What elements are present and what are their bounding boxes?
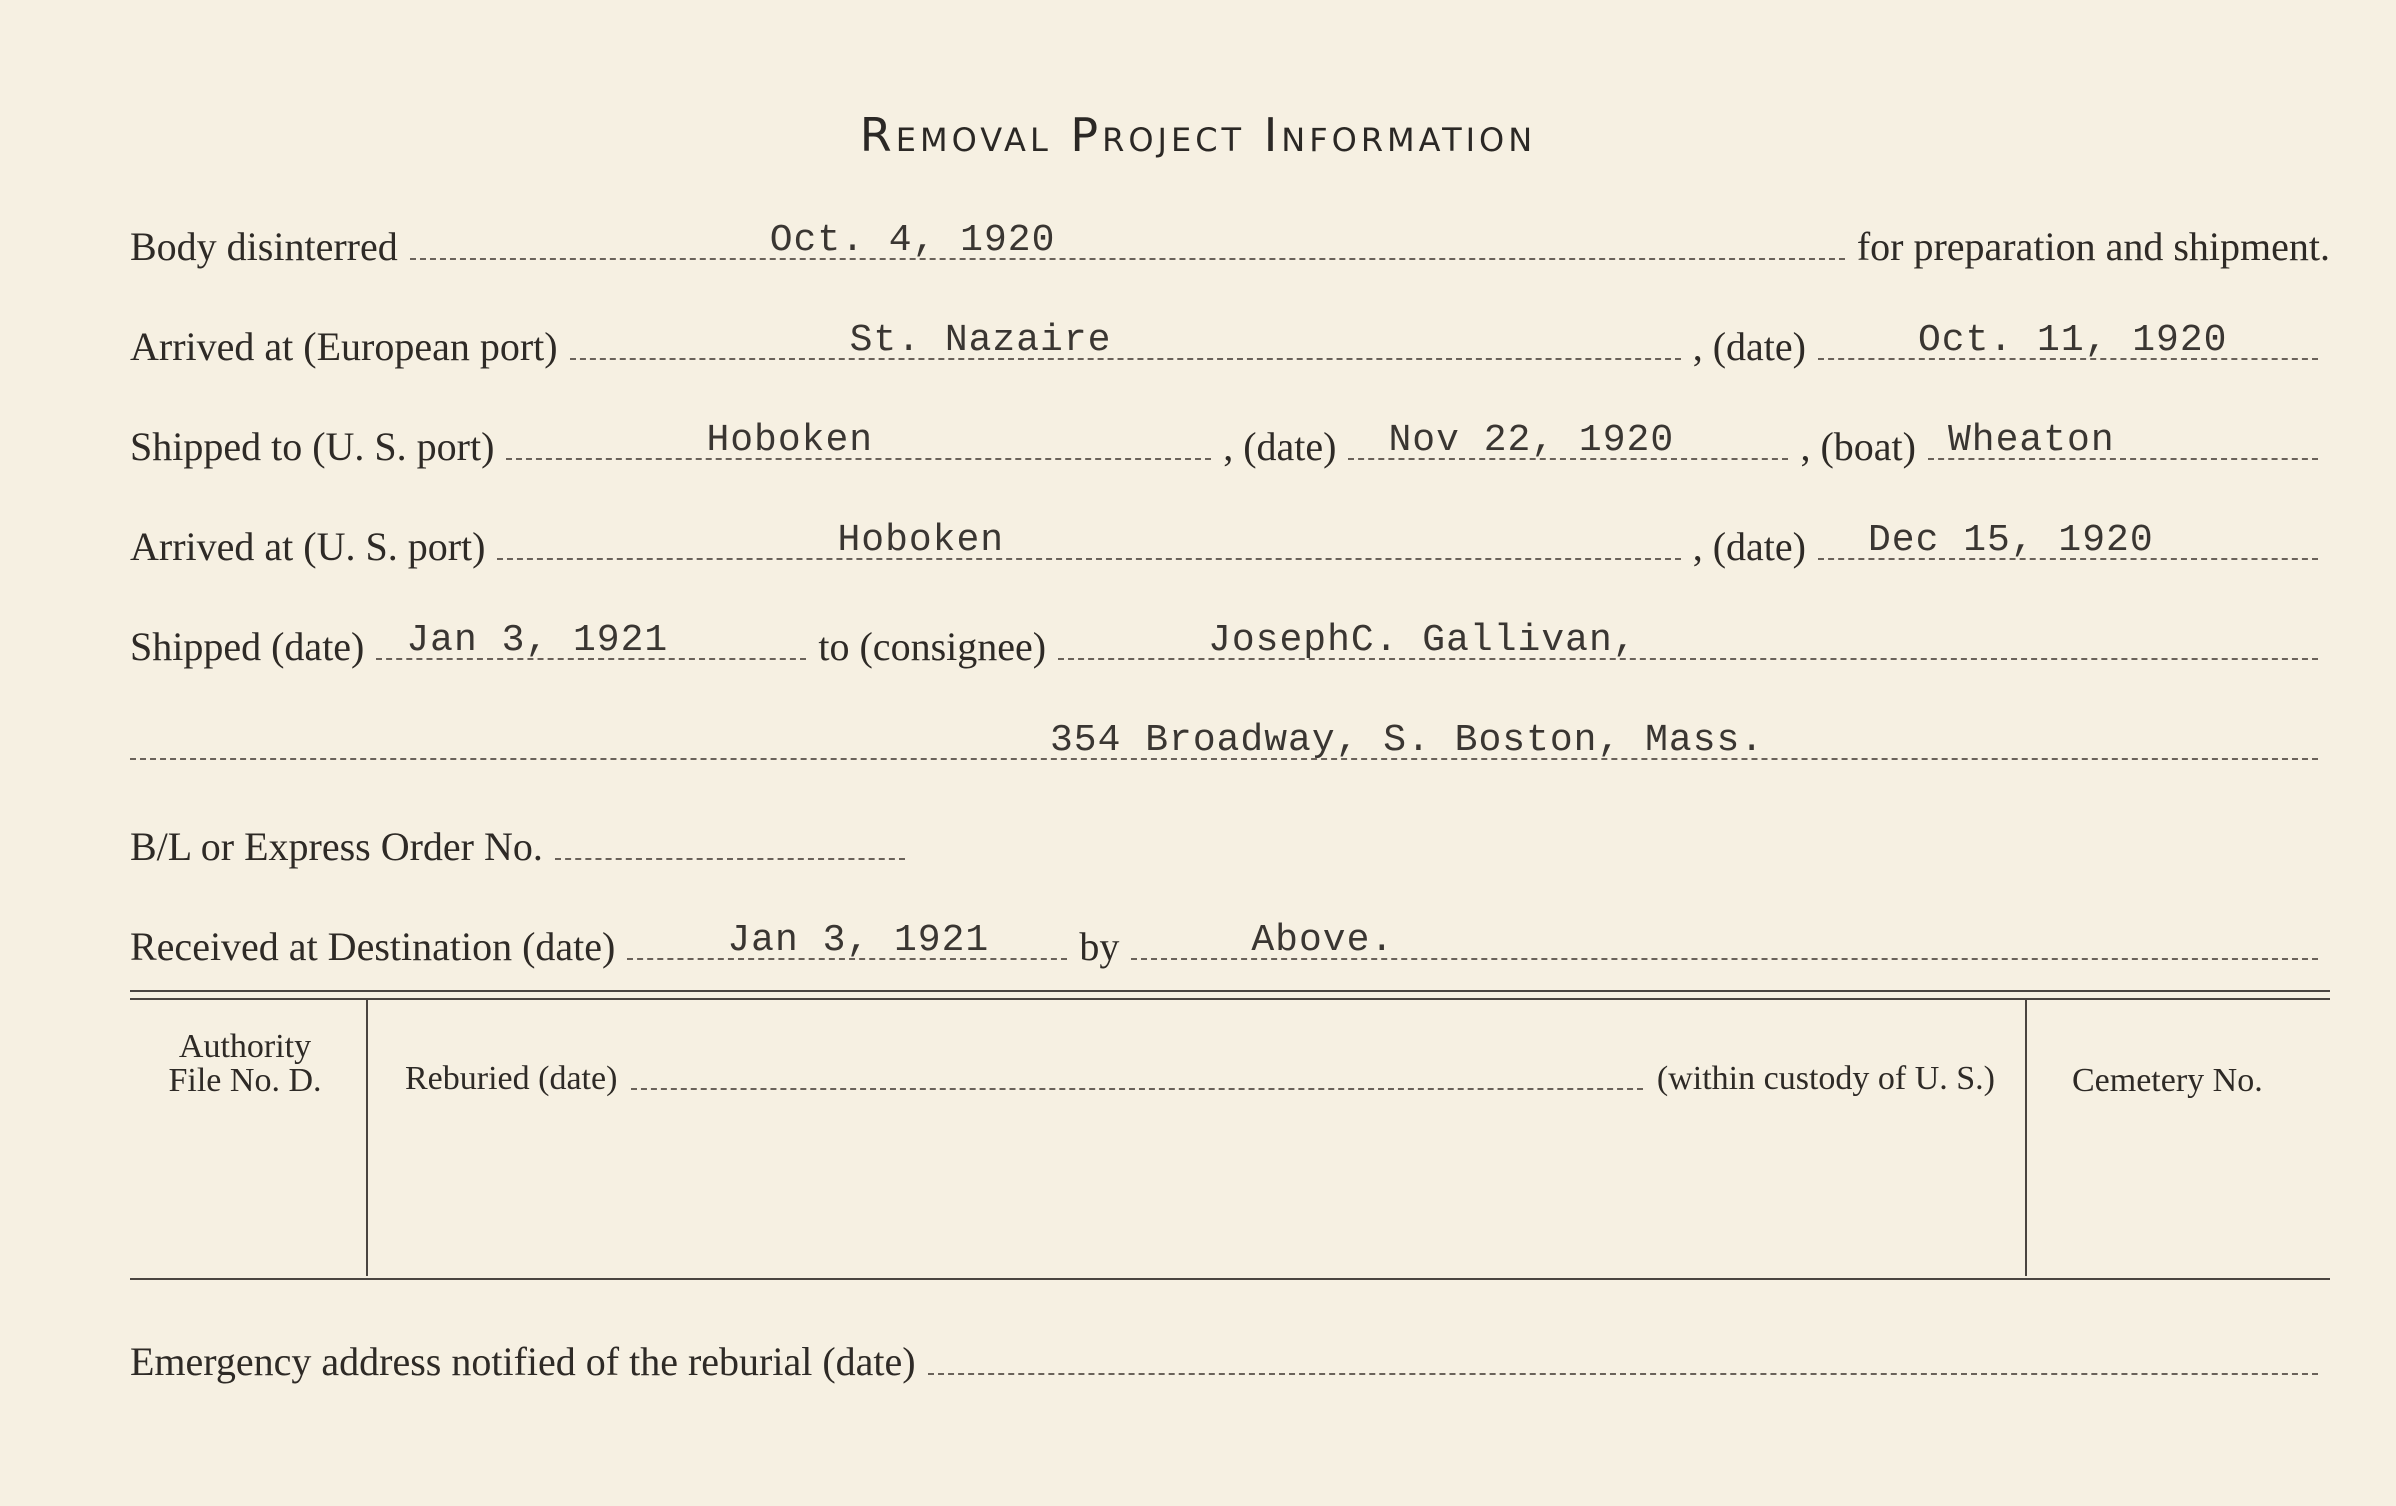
row-emergency — [130, 1325, 2330, 1385]
arrived-us-field — [497, 514, 1680, 560]
custody-label: (within custody of U. S.) — [1656, 1060, 1995, 1097]
consignee-value: JosephC. Gallivan, — [1208, 619, 1637, 662]
row-shipped-us — [130, 410, 2330, 470]
received-by-value: Above. — [1251, 919, 1395, 962]
arrived-us-label: Arrived at (U. S. port) — [130, 524, 486, 569]
arrived-european-date-label: , (date) — [1692, 324, 1806, 369]
consignee-label: to (consignee) — [818, 624, 1047, 669]
row-address — [130, 710, 2330, 770]
received-value: Jan 3, 1921 — [727, 919, 990, 962]
arrived-us-value: Hoboken — [837, 519, 1005, 562]
table-top-rule — [130, 990, 2330, 992]
arrived-european-date-value: Oct. 11, 1920 — [1918, 319, 2228, 362]
table-top-rule-inner — [130, 998, 2330, 1000]
card-title: Removal Project Information — [859, 108, 1537, 162]
shipped-us-value: Hoboken — [706, 419, 874, 462]
row-body-disinterred — [130, 210, 2330, 270]
shipped-us-label: Shipped to (U. S. port) — [130, 424, 495, 469]
row-arrived-us — [130, 510, 2330, 570]
emergency-field — [928, 1329, 2318, 1375]
body-disinterred-value: Oct. 4, 1920 — [769, 219, 1056, 262]
row-shipped-date — [130, 610, 2330, 670]
arrived-us-date-value: Dec 15, 1920 — [1868, 519, 2154, 562]
row-bl — [130, 810, 2330, 870]
row-received — [130, 910, 2330, 970]
body-disinterred-suffix: for preparation and shipment. — [1856, 224, 2330, 269]
emergency-label: Emergency address notified of the reburial (date) — [130, 1339, 916, 1384]
shipped-us-date-label: , (date) — [1223, 424, 1337, 469]
bl-label: B/L or Express Order No. — [130, 824, 543, 869]
shipped-us-boat-value: Wheaton — [1948, 419, 2115, 462]
shipped-us-date-value: Nov 22, 1920 — [1388, 419, 1675, 462]
reburied-field — [631, 1088, 1643, 1090]
address-value: 354 Broadway, S. Boston, Mass. — [1050, 719, 1765, 762]
arrived-us-date-label: , (date) — [1692, 524, 1806, 569]
authority-label: Authority — [178, 1028, 312, 1065]
shipped-date-label: Shipped (date) — [130, 624, 365, 669]
received-by-field — [1131, 914, 2318, 960]
address-field — [130, 714, 2318, 760]
received-by-label: by — [1079, 924, 1120, 969]
consignee-field — [1058, 614, 2318, 660]
shipped-date-value: Jan 3, 1921 — [406, 619, 669, 662]
shipped-us-field — [506, 414, 1211, 460]
body-disinterred-label: Body disinterred — [130, 224, 398, 269]
arrived-european-label: Arrived at (European port) — [130, 324, 558, 369]
shipped-us-boat-label: , (boat) — [1800, 424, 1916, 469]
bl-field — [555, 814, 905, 860]
shipped-date-field — [376, 614, 806, 660]
arrived-european-value: St. Nazaire — [849, 319, 1112, 362]
received-field — [627, 914, 1067, 960]
arrived-us-date-field — [1818, 514, 2318, 560]
authority-cell — [140, 1030, 350, 1098]
arrived-european-date-field — [1818, 314, 2318, 360]
body-disinterred-field — [410, 214, 1845, 260]
arrived-european-field — [570, 314, 1681, 360]
shipped-us-boat-field — [1928, 414, 2318, 460]
reburied-label: Reburied (date) — [405, 1060, 618, 1097]
cemetery-label: Cemetery No. — [2072, 1062, 2263, 1099]
shipped-us-date-field — [1348, 414, 1788, 460]
table-divider-left — [366, 1000, 368, 1276]
reburied-cell — [405, 1060, 1995, 1098]
authority-file-label: File No. D. — [168, 1062, 322, 1099]
received-label: Received at Destination (date) — [130, 924, 616, 969]
row-arrived-european — [130, 310, 2330, 370]
table-divider-right — [2025, 1000, 2027, 1276]
table-bottom-rule — [130, 1278, 2330, 1280]
